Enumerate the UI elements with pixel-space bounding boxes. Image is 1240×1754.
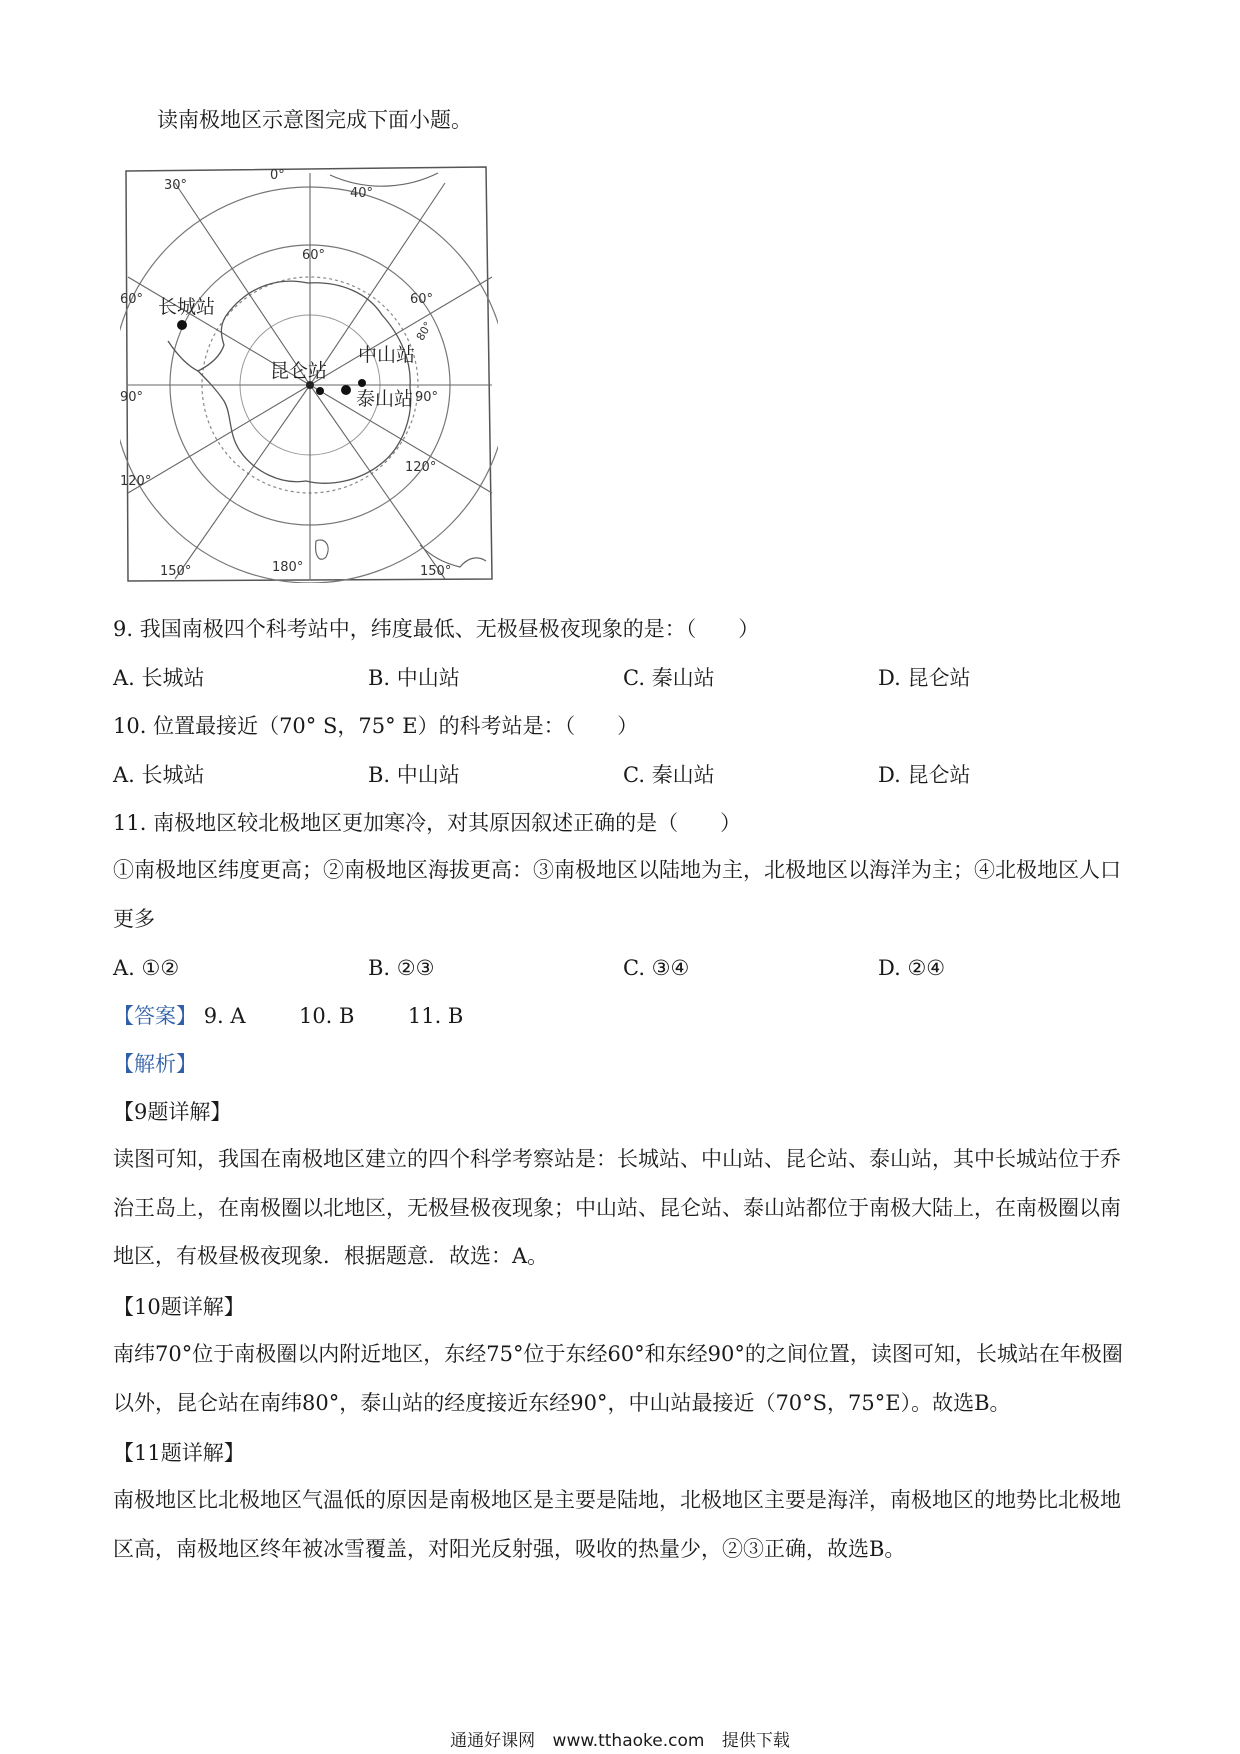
antarctica-map-svg xyxy=(120,165,498,583)
q9-stem: 9. 我国南极四个科考站中，纬度最低、无极昼极夜现象的是：（ ） xyxy=(113,617,760,641)
zhongshan-station-dot xyxy=(358,379,366,387)
label-30: 30° xyxy=(164,178,188,193)
q11-option-d[interactable]: D. ②④ xyxy=(878,956,946,980)
answer-9: 9. A xyxy=(203,1004,246,1028)
analysis-tag: 【解析】 xyxy=(113,1052,197,1076)
label-60-left: 60° xyxy=(120,292,144,307)
antarctica-map xyxy=(120,165,498,583)
footer-url[interactable]: www.tthaoke.com xyxy=(552,1731,705,1751)
detail10-text: 南纬70°位于南极圈以内附近地区，东经75°位于东经60°和东经90°的之间位置，读图可知，长城站在年极圈以外，昆仑站在南纬80°，泰山站的经度接近东经90°，中山站最接近（70°S，75°E）。故选B。 xyxy=(113,1342,1123,1415)
q11-stem: 11. 南极地区较北极地区更加寒冷，对其原因叙述正确的是（ ） xyxy=(113,811,742,835)
q9-option-a[interactable]: A. 长城站 xyxy=(113,666,205,690)
label-150-left: 150° xyxy=(160,564,192,579)
label-150-right: 150° xyxy=(420,564,452,579)
q11-option-b[interactable]: B. ②③ xyxy=(368,956,435,980)
label-40: 40° xyxy=(350,186,374,201)
q10-option-b[interactable]: B. 中山站 xyxy=(368,763,460,787)
answer-tag: 【答案】 xyxy=(113,1004,197,1028)
south-pole-marker xyxy=(306,381,314,389)
q11-body: ①南极地区纬度更高；②南极地区海拔更高：③南极地区以陆地为主，北极地区以海洋为主；④北极地区人口更多 xyxy=(113,858,1121,931)
q10-option-d[interactable]: D. 昆仑站 xyxy=(878,763,971,787)
q10-option-c[interactable]: C. 秦山站 xyxy=(623,763,715,787)
detail9-title: 【9题详解】 xyxy=(113,1100,232,1124)
zhongshan-station-label: 中山站 xyxy=(358,344,416,366)
q9-option-c[interactable]: C. 秦山站 xyxy=(623,666,715,690)
detail11-text: 南极地区比北极地区气温低的原因是南极地区是主要是陆地，北极地区主要是海洋，南极地区的地势比北极地区高，南极地区终年被冰雪覆盖，对阳光反射强，吸收的热量少，②③正确，故选B。 xyxy=(113,1488,1121,1561)
label-60-right: 60° xyxy=(410,292,434,307)
detail9-text: 读图可知，我国在南极地区建立的四个科学考察站是：长城站、中山站、昆仑站、泰山站，其中长城站位于乔治王岛上，在南极圈以北地区，无极昼极夜现象；中山站、昆仑站、泰山站都位于南极大陆上，在南极圈以南地区，有极昼极夜现象．根据题意．故选：A。 xyxy=(113,1147,1121,1268)
kunlun-station-dot xyxy=(316,387,324,395)
taishan-station-label: 泰山站 xyxy=(356,388,414,410)
q11-option-a[interactable]: A. ①② xyxy=(113,956,180,980)
footer-site: 通通好课网 xyxy=(450,1731,536,1751)
label-90-left: 90° xyxy=(120,390,144,405)
label-0: 0° xyxy=(270,168,285,183)
label-80: 80° xyxy=(413,319,435,343)
label-90-right: 90° xyxy=(415,390,439,405)
q9-option-b[interactable]: B. 中山站 xyxy=(368,666,460,690)
label-120-left: 120° xyxy=(120,474,152,489)
q11-option-c[interactable]: C. ③④ xyxy=(623,956,690,980)
answer-line xyxy=(113,1001,463,1031)
detail11-title: 【11题详解】 xyxy=(113,1441,245,1465)
q10-stem: 10. 位置最接近（70° S，75° E）的科考站是：（ ） xyxy=(113,714,639,738)
label-120-right: 120° xyxy=(405,460,437,475)
q9-option-d[interactable]: D. 昆仑站 xyxy=(878,666,971,690)
changcheng-station-label: 长城站 xyxy=(158,296,216,318)
label-180: 180° xyxy=(272,560,304,575)
intro-text: 读南极地区示意图完成下面小题。 xyxy=(157,108,472,132)
footer-suffix: 提供下载 xyxy=(721,1731,790,1751)
detail10-title: 【10题详解】 xyxy=(113,1295,245,1319)
taishan-station-dot xyxy=(341,385,351,395)
answer-10: 10. B xyxy=(298,1004,355,1028)
changcheng-station-dot xyxy=(177,320,187,330)
q10-option-a[interactable]: A. 长城站 xyxy=(113,763,205,787)
page-footer xyxy=(0,1726,1240,1751)
answer-11: 11. B xyxy=(407,1004,464,1028)
label-60-inner: 60° xyxy=(302,248,326,263)
kunlun-station-label: 昆仑站 xyxy=(270,360,328,382)
